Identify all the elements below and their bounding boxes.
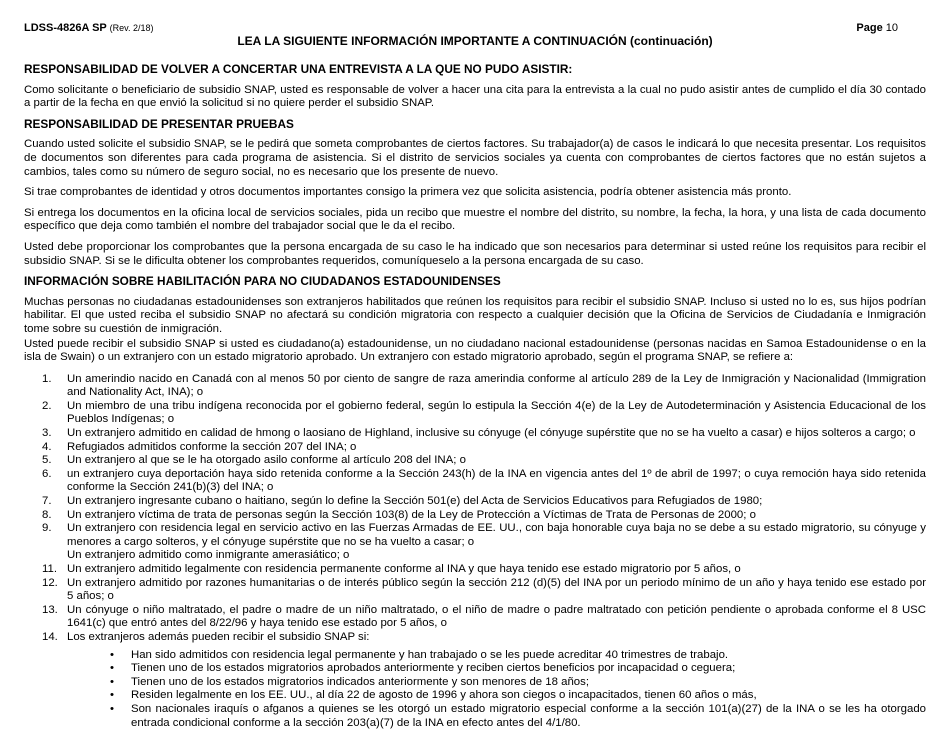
list-item: 6. un extranjero cuya deportación haya sido retenida conforme a la Sección 243(h) de la INA en vigencia antes del 1º de abril de 1997; o cuya remoción haya sido retenida conforme la Sección 241(b)(3) del INA; o: [42, 467, 926, 494]
list-item: 14. Los extranjeros además pueden recibir el subsidio SNAP si: • Han sido admitidos con residencia legal permanente y han trabajado o se les puede acreditar 40 trimestres de trabajo. • Tienen uno de los estados migratorios aprobados anteriormente y reciben ciertos beneficios por incapacidad o ceguera; • Tienen uno de los estados migratorios indicados anteriormente y son menores de 18 años; • Residen legalmente en los EE. UU., al día 22 de agosto de 1996 y ahora son ciegos o incapacitados, tienen 60 años o más, • Son nacionales iraquís o afganos a quienes se les otorgó un estado migratorio especial conforme a la sección 101(a)(27) de la INA o se les ha otorgado entrada condicional conforme a la sección 203(a)(7) de la INA en efecto antes del 4/1/80.: [42, 630, 926, 729]
list-item: 9. Un extranjero con residencia legal en servicio activo en las Fuerzas Armadas de EE. UU., con baja honorable cuya baja no se debe a su estado migratorio, su cónyuge y menores a cargo solteros, y el cónyuge supérstite que no se ha vuelto a casar; o: [42, 522, 926, 548]
list-item: 8. Un extranjero víctima de trata de personas según la Sección 103(8) de la Ley de Protección a Víctimas de Trata de Personas de 2000; o: [42, 508, 756, 521]
list-item: 3. Un extranjero admitido en calidad de hmong o laosiano de Highland, inclusive su cónyuge (el cónyuge supérstite que no se ha vuelto a casar) e hijos solteros a cargo; o: [42, 427, 916, 440]
form-id: [24, 22, 153, 34]
page-title: LEA LA SIGUIENTE INFORMACIÓN IMPORTANTE A CONTINUACIÓN (continuación): [237, 34, 713, 48]
bullet-item: • Residen legalmente en los EE. UU., al día 22 de agosto de 1996 y ahora son ciegos o incapacitados, tienen 60 años o más,: [110, 689, 757, 702]
document-body: [24, 63, 926, 730]
list-item: 11. Un extranjero admitido legalmente con residencia permanente conforme al INA y que haya tenido ese estado migratorio por 5 años, o: [42, 563, 741, 575]
form-number: LDSS-4826A SP: [24, 22, 107, 34]
paragraph-eligibility-1: Muchas personas no ciudadanas estadounidenses son extranjeros habilitados que reúnen los requisitos para recibir el subsidio SNAP. Incluso si usted no lo es, sus hijos podrían habilitar. El que usted reciba el subsidio SNAP no afectará su condición migratoria con respecto a cualquier decisión que la Oficina de Servicios de Ciudadanía e Inmigración tome sobre su cuestión de inmigración.: [24, 295, 926, 335]
list-item: 4. Refugiados admitidos conforme la sección 207 del INA; o: [42, 440, 357, 453]
bullet-item: • Son nacionales iraquís o afganos a quienes se les otorgó un estado migratorio especial conforme a la sección 101(a)(27) de la INA o se les ha otorgado entrada condicional conforme a la sección 203(a)(7) de la INA en efecto antes del 4/1/80.: [110, 702, 926, 729]
page-number: 10: [885, 22, 898, 34]
form-revision: (Rev. 2/18): [109, 23, 154, 33]
list-item: 5. Un extranjero al que se le ha otorgado asilo conforme al artículo 208 del INA; o: [42, 454, 466, 467]
paragraph-proof-4: Usted debe proporcionar los comprobantes que la persona encargada de su caso le ha indicado que son necesarios para determinar si usted reúne los requisitos para recibir el subsidio SNAP. Si se le dificulta obtener los comprobantes requeridos, comuníqueselo a la persona encargada de su caso.: [24, 240, 926, 267]
bullet-item: • Han sido admitidos con residencia legal permanente y han trabajado o se les puede acreditar 40 trimestres de trabajo.: [110, 648, 729, 661]
list-item: 7. Un extranjero ingresante cubano o haitiano, según lo define la Sección 501(e) del Acta de Servicios Educativos para Refugiados de 1980;: [42, 495, 763, 508]
list-item: 13. Un cónyuge o niño maltratado, el padre o madre de un niño maltratado, o el niño de madre o padre maltratado con petición pendiente o aprobada conforme el 8 USC 1641(c) que entró antes del 8/22/96 y haya tenido ese estado por 5 años, o: [42, 603, 926, 630]
list-item: 2. Un miembro de una tribu indígena reconocida por el gobierno federal, según lo estipula la Sección 4(e) de la Ley de Autodeterminación y Asistencia Educacional de los Pueblos Indígenas; o: [42, 399, 926, 426]
paragraph-proof-3: Si entrega los documentos en la oficina local de servicios sociales, pida un recibo que muestre el nombre del distrito, su nombre, la fecha, la hora, y una lista de cada documento específico que deja como también el nombre del trabajador social que le da el recibo.: [24, 206, 926, 233]
bullet-item: • Tienen uno de los estados migratorios indicados anteriormente y son menores de 18 años;: [110, 675, 590, 688]
section-heading-reschedule: RESPONSABILIDAD DE VOLVER A CONCERTAR UNA ENTREVISTA A LA QUE NO PUDO ASISTIR:: [24, 62, 573, 76]
section-heading-proof: RESPONSABILIDAD DE PRESENTAR PRUEBAS: [24, 116, 294, 131]
section-heading-eligibility: INFORMACIÓN SOBRE HABILITACIÓN PARA NO CIUDADANOS ESTADOUNIDENSES: [24, 274, 501, 289]
page-indicator: [856, 22, 898, 34]
paragraph-proof-2: Si trae comprobantes de identidad y otros documentos importantes consigo la primera vez que solicita asistencia, podría obtener asistencia más pronto.: [24, 186, 792, 199]
list-item: Un extranjero admitido como inmigrante amerasiático; o: [67, 549, 350, 562]
list-item: 1. Un amerindio nacido en Canadá con al menos 50 por ciento de sangre de raza amerindia conforme al artículo 289 de la Ley de Inmigración y Nacionalidad (Immigration and Nationality Act, INA); o: [42, 372, 926, 399]
conditions-bullet-list: [67, 649, 926, 731]
eligible-alien-list: [24, 373, 926, 730]
bullet-item: • Tienen uno de los estados migratorios aprobados anteriormente y reciben ciertos beneficios por incapacidad o ceguera;: [110, 662, 736, 675]
page-label: Page: [856, 22, 883, 34]
paragraph-proof-1: Cuando usted solicite el subsidio SNAP, se le pedirá que someta comprobantes de ciertos factores. Su trabajador(a) de casos le indicará lo que necesita presentar. Los requisitos de documentos son diferentes para cada programa de asistencia. Si el distrito de servicios sociales ya cuenta con comprobantes de ciertos factores que no están sujetos a cambios, tales como su número de seguro social, no es necesario que los presente de nuevo.: [24, 138, 926, 178]
paragraph-reschedule: Como solicitante o beneficiario de subsidio SNAP, usted es responsable de volver a hacer una cita para la entrevista a la cual no pudo asistir antes de cumplido el día 30 contado a partir de la fecha en que envió la solicitud si no quiere perder el subsidio SNAP.: [24, 83, 926, 110]
list-item: 12. Un extranjero admitido por razones humanitarias o de interés público según la sección 212 (d)(5) del INA por un periodo mínimo de un año y haya tenido ese estado por 5 años; o: [42, 576, 926, 603]
paragraph-eligibility-2: Usted puede recibir el subsidio SNAP si usted es ciudadano(a) estadounidense, un no ciudadano nacional estadounidense (personas nacidas en Samoa Estadounidense o en la isla de Swain) o un extranjero con un estado migratorio aprobado. Un extranjero con estado migratorio aprobado, según el programa SNAP, se refiere a:: [24, 337, 926, 364]
